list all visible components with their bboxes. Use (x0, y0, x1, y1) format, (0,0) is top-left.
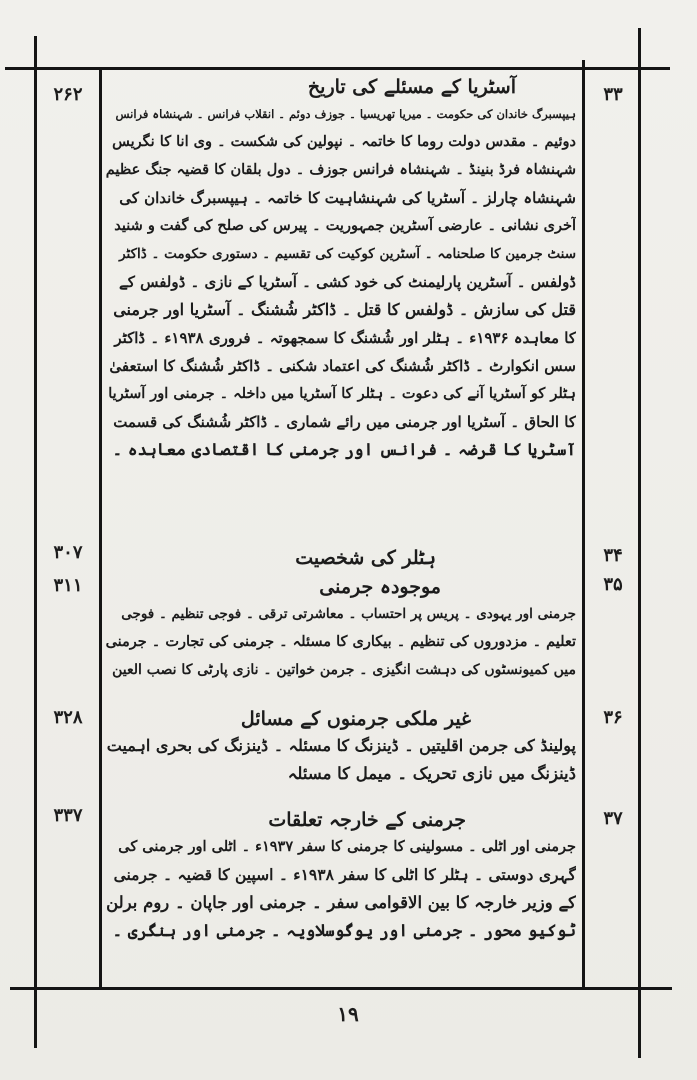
left-outer-rule (34, 36, 37, 1048)
chapter-number: ۳۷ (603, 808, 623, 829)
entry-line: آسٹریا کا قرضہ ۔ فرانس اور جرمنی کا اقتصادی معاہدہ ۔ (112, 440, 576, 459)
page-number: ۳۱۱ (53, 575, 83, 596)
entry-line: ڈولفس ۔ آسٹرین پارلیمنٹ کی خود کشی ۔ آسٹریا کے نازی ۔ ڈولفس کے (118, 273, 576, 291)
entry-line: ہٹلر کو آسٹریا آنے کی دعوت ۔ ہٹلر کا آسٹریا میں داخلہ ۔ جرمنی اور آسٹریا (108, 385, 576, 402)
entry-line: شہنشاہ فرڈ بنینڈ ۔ شہنشاہ فرانس جوزف ۔ دول بلقان کا قضیہ جنگ عظیم (106, 161, 576, 178)
chapter-entry (106, 706, 576, 788)
chapter-title: موجودہ جرمنی (319, 576, 441, 598)
entry-line: ٹوکیو محور ۔ جرمنی اور یوگوسلاویہ ۔ جرمنی اور ہنگری ۔ (112, 921, 576, 940)
entry-line: میں کمیونسٹوں کی دہشت انگیزی ۔ جرمن خواتین ۔ نازی پارٹی کا نصب العین (112, 662, 576, 678)
chapter-title: جرمنی کے خارجہ تعلقات (268, 809, 466, 831)
entry-line: گہری دوستی ۔ ہٹلر کا اٹلی کا سفر ۱۹۳۸ء ۔ اسپین کا قضیہ ۔ جرمنی (113, 865, 576, 884)
entry-line: جرمنی اور اٹلی ۔ مسولینی کا جرمنی کا سفر ۱۹۳۷ء ۔ اٹلی اور جرمنی کی (118, 838, 576, 855)
page-number: ۳۳۷ (53, 805, 83, 826)
entry-line: سنٹ جرمین کا صلحنامہ ۔ آسٹرین کوکیت کی تقسیم ۔ دستوری حکومت ۔ ڈاکٹر (119, 246, 576, 262)
entry-line: دوئیم ۔ مقدس دولت روما کا خاتمہ ۔ نپولین کی شکست ۔ وی انا کا نگریس (112, 133, 576, 150)
page-number: ۳۰۷ (53, 542, 83, 563)
entry-line: شہنشاہ چارلز ۔ آسٹریا کی شہنشاہیت کا خاتمہ ۔ ہیپسبرگ خاندان کی (119, 189, 576, 207)
chapter-entry (106, 74, 576, 464)
contents-column (106, 74, 576, 979)
entry-line: پولینڈ کی جرمن اقلیتیں ۔ ڈینزنگ کا مسئلہ ۔ ڈینزنگ کی بحری اہمیت (106, 736, 576, 755)
entry-line: ہیپسبرگ خاندان کی حکومت ۔ میریا تھریسیا ۔ جوزف دوئم ۔ انقلاب فرانس ۔ شہنشاہ فرانس (115, 107, 576, 121)
entry-line: آخری نشانی ۔ عارضی آسٹرین جمہوریت ۔ پیرس کی صلح کی گفت و شنید (114, 217, 576, 234)
page-number: ۳۲۸ (53, 707, 83, 728)
entry-line: قتل کی سازش ۔ ڈولفس کا قتل ۔ ڈاکٹر شُشنگ ۔ آسٹریا اور جرمنی (113, 300, 576, 319)
chapter-number: ۳۳ (603, 84, 623, 105)
entry-line: سس انکوارٹ ۔ ڈاکٹر شُشنگ کی اعتماد شکنی ۔ ڈاکٹر شُشنگ کا استعفیٰ (109, 357, 576, 375)
page-folio-number: ۱۹ (337, 1002, 359, 1026)
chapter-column-rule (582, 60, 585, 990)
chapter-number: ۳۶ (603, 707, 623, 728)
chapter-entry (106, 574, 576, 684)
bottom-border-rule (10, 987, 672, 990)
entry-line: کا معاہدہ ۱۹۳۶ء ۔ ہٹلر اور شُشنگ کا سمجھوتہ ۔ فروری ۱۹۳۸ء ۔ ڈاکٹر (114, 329, 576, 347)
entry-line: تعلیم ۔ مزدوروں کی تنظیم ۔ بیکاری کا مسئلہ ۔ جرمنی کی تجارت ۔ جرمنی (106, 633, 576, 650)
chapter-number: ۳۵ (603, 574, 623, 595)
entry-line: کا الحاق ۔ آسٹریا اور جرمنی میں رائے شماری ۔ ڈاکٹر شُشنگ کی قسمت (113, 413, 576, 431)
page-column-rule (99, 67, 102, 989)
chapter-title: غیر ملکی جرمنوں کے مسائل (240, 708, 471, 730)
top-border-rule (5, 67, 670, 70)
entry-line: ڈینزنگ میں نازی تحریک ۔ میمل کا مسئلہ (287, 764, 576, 783)
chapter-entry (106, 545, 576, 571)
page-number: ۲۶۲ (53, 84, 83, 105)
right-outer-rule (638, 28, 641, 1058)
entry-line: کے وزیر خارجہ کا بین الاقوامی سفر ۔ جرمنی اور جاپان ۔ روم برلن (106, 893, 576, 912)
chapter-title: ہٹلر کی شخصیت (295, 547, 436, 569)
entry-line: جرمنی اور یہودی ۔ پریس پر احتساب ۔ معاشرتی ترقی ۔ فوجی تنظیم ۔ فوجی (121, 606, 576, 622)
chapter-number: ۳۴ (603, 545, 623, 566)
chapter-title: آسٹریا کے مسئلے کی تاریخ (307, 76, 516, 98)
chapter-entry (106, 807, 576, 945)
